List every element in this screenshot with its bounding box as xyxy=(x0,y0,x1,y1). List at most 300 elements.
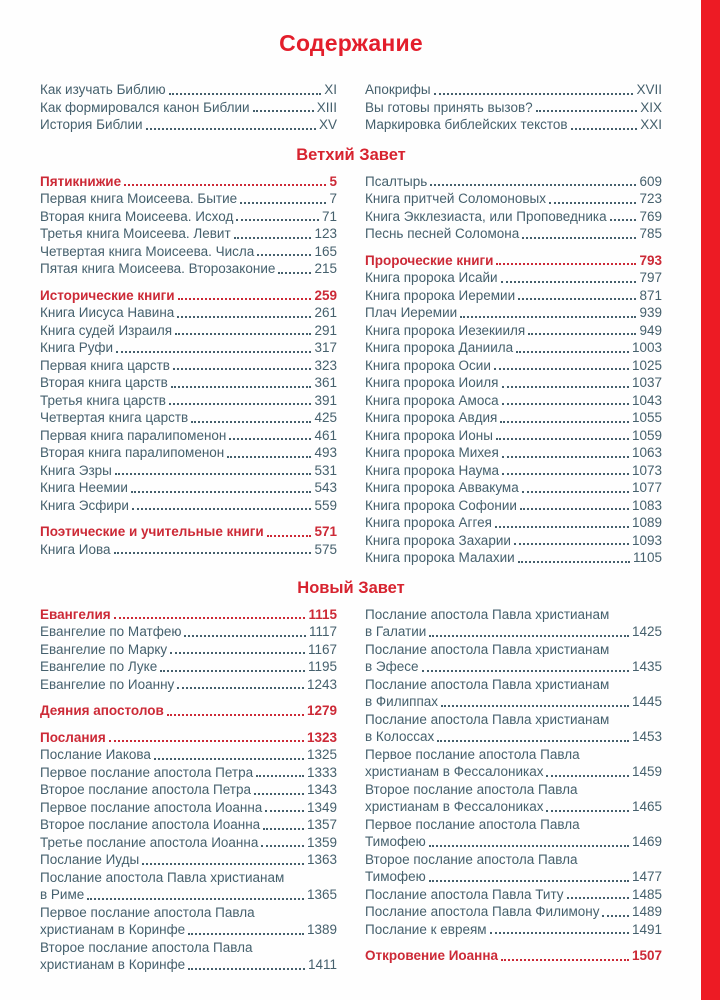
dot-leader xyxy=(146,128,316,130)
toc-entry xyxy=(365,427,662,445)
toc-entry xyxy=(365,357,662,375)
entry-page-number: 1083 xyxy=(631,497,662,513)
entry-label: Послание апостола Павла Филимону xyxy=(365,904,600,919)
toc-entry xyxy=(40,851,337,869)
toc-group xyxy=(40,729,337,974)
entry-label: христианам в Фессалониках xyxy=(365,799,544,814)
entry-label: Послание Иакова xyxy=(40,747,151,762)
dot-leader xyxy=(437,740,629,742)
entry-page-number: 1167 xyxy=(307,641,337,657)
entry-label: Поэтические и учительные книги xyxy=(40,524,264,539)
entry-label: Четвертая книга Моисеева. Числа xyxy=(40,243,255,259)
entry-page-number: 1279 xyxy=(306,703,337,718)
dot-leader xyxy=(115,473,312,475)
entry-page-number: 1195 xyxy=(307,659,337,674)
entry-page-number: 575 xyxy=(314,541,337,557)
toc-entry xyxy=(40,260,337,278)
entry-page-number: 493 xyxy=(314,445,337,460)
toc-entry xyxy=(40,939,337,974)
toc-group xyxy=(365,173,662,243)
entry-page-number: 123 xyxy=(314,226,337,241)
intro-right-column xyxy=(365,81,662,134)
toc-entry xyxy=(40,523,337,541)
dot-leader xyxy=(500,421,629,423)
entry-page-number: 1485 xyxy=(631,886,662,902)
entry-label: Послание апостола Павла христианам xyxy=(365,711,610,727)
toc-entry xyxy=(40,658,337,676)
toc-entry xyxy=(40,676,337,694)
entry-label: Как изучать Библию xyxy=(40,82,166,97)
entry-page-number: 609 xyxy=(639,173,662,189)
dot-leader xyxy=(502,456,629,458)
toc-entry xyxy=(365,886,662,904)
dot-leader xyxy=(501,959,629,961)
entry-page-number: 391 xyxy=(314,392,337,408)
toc-entry xyxy=(40,427,337,445)
entry-label: Вы готовы принять вызов? xyxy=(365,99,533,115)
old-testament-right-column xyxy=(365,173,662,567)
toc-entry xyxy=(40,816,337,834)
dot-leader xyxy=(502,386,629,388)
toc-entry xyxy=(365,99,662,117)
toc-entry xyxy=(40,287,337,305)
dot-leader xyxy=(522,491,629,493)
toc-group xyxy=(40,606,337,694)
dot-leader xyxy=(154,758,304,760)
toc-entry xyxy=(365,903,662,921)
toc-entry xyxy=(40,606,337,624)
entry-page-number: 317 xyxy=(314,340,337,355)
dot-leader xyxy=(253,110,314,112)
dot-leader xyxy=(236,219,319,221)
dot-leader xyxy=(518,298,636,300)
entry-page-number: 1363 xyxy=(306,852,337,867)
dot-leader xyxy=(429,635,629,637)
entry-label: Книга Иова xyxy=(40,541,111,557)
toc-entry xyxy=(365,190,662,208)
entry-label: Первое послание апостола Павла xyxy=(365,746,580,762)
toc-entry xyxy=(40,190,337,208)
toc-entry xyxy=(40,374,337,392)
dot-leader xyxy=(501,281,637,283)
entry-label: Книга пророка Исайи xyxy=(365,270,498,285)
entry-page-number: 1435 xyxy=(631,659,662,674)
toc-entry xyxy=(40,116,337,134)
entry-label: в Галатии xyxy=(365,624,427,639)
entry-page-number: 1453 xyxy=(631,729,662,744)
entry-label: Плач Иеремии xyxy=(365,305,458,320)
toc-entry xyxy=(365,252,662,270)
entry-page-number: 1003 xyxy=(631,340,662,355)
entry-label: Третья книга Моисеева. Левит xyxy=(40,226,231,241)
toc-entry xyxy=(40,623,337,641)
dot-leader xyxy=(227,456,311,458)
toc-entry xyxy=(365,746,662,781)
entry-label: Книга судей Израиля xyxy=(40,322,173,338)
entry-page-number: 7 xyxy=(329,191,337,206)
toc-group xyxy=(40,702,337,720)
entry-label: Маркировка библейских текстов xyxy=(365,117,568,132)
entry-page-number: 165 xyxy=(314,243,337,259)
dot-leader xyxy=(490,932,629,934)
entry-page-number: 785 xyxy=(639,226,662,241)
toc-entry xyxy=(365,549,662,567)
toc-entry xyxy=(365,781,662,816)
toc-entry xyxy=(365,676,662,711)
dot-leader xyxy=(175,333,311,335)
entry-label: Книга пророка Захарии xyxy=(365,532,511,548)
entry-page-number: XXI xyxy=(640,117,662,132)
dot-leader xyxy=(610,219,637,221)
entry-label: Книга пророка Наума xyxy=(365,462,500,478)
toc-entry xyxy=(40,173,337,191)
entry-page-number: 949 xyxy=(639,322,662,338)
toc-entry xyxy=(40,208,337,226)
dot-leader xyxy=(549,202,636,204)
entry-page-number: 1365 xyxy=(306,887,337,902)
entry-page-number: 723 xyxy=(639,191,662,206)
dot-leader xyxy=(514,543,629,545)
dot-leader xyxy=(261,845,304,847)
dot-leader xyxy=(178,298,312,300)
toc-entry xyxy=(40,322,337,340)
old-testament-left-column xyxy=(40,173,337,567)
entry-label: Послание Иуды xyxy=(40,852,140,867)
entry-label: Второе послание апостола Иоанна xyxy=(40,817,261,832)
toc-entry xyxy=(40,444,337,462)
entry-label: Пророческие книги xyxy=(365,252,494,268)
entry-page-number: 425 xyxy=(314,410,337,425)
entry-label: Послание апостола Павла христианам xyxy=(40,869,285,885)
entry-page-number: 1077 xyxy=(631,480,662,495)
dot-leader xyxy=(546,810,628,812)
entry-label: Третье послание апостола Иоанна xyxy=(40,834,259,850)
entry-label: Евангелие по Луке xyxy=(40,659,158,674)
entry-label: христианам в Коринфе xyxy=(40,957,186,972)
entry-label: Апокрифы xyxy=(365,82,431,97)
entry-label: Книга Руфи xyxy=(40,340,113,355)
entry-label: Книга пророка Даниила xyxy=(365,340,514,355)
entry-page-number: 1115 xyxy=(308,606,337,622)
dot-leader xyxy=(132,508,312,510)
toc-entry xyxy=(365,479,662,497)
entry-label: Послание апостола Павла христианам xyxy=(365,676,610,692)
dot-leader xyxy=(254,793,304,795)
toc-entry xyxy=(40,764,337,782)
toc-entry xyxy=(365,497,662,515)
dot-leader xyxy=(460,316,636,318)
dot-leader xyxy=(441,705,629,707)
dot-leader xyxy=(263,828,304,830)
entry-label: Книга Эсфири xyxy=(40,497,129,513)
entry-page-number: 1105 xyxy=(632,550,662,565)
toc-group xyxy=(365,947,662,965)
entry-page-number: XV xyxy=(318,117,337,132)
section-old-testament xyxy=(40,146,662,567)
entry-label: Книга пророка Ионы xyxy=(365,427,493,443)
entry-page-number: 1093 xyxy=(631,532,662,548)
dot-leader xyxy=(567,897,629,899)
entry-label: Книга Неемии xyxy=(40,480,128,495)
old-testament-heading: Ветхий Завет xyxy=(296,145,406,164)
entry-page-number: 769 xyxy=(639,208,662,224)
entry-label: Книга пророка Аввакума xyxy=(365,480,519,495)
entry-page-number: 323 xyxy=(314,357,337,373)
entry-page-number: 1063 xyxy=(631,445,662,460)
entry-label: Второе послание апостола Павла xyxy=(365,851,578,867)
entry-label: Евангелие по Иоанну xyxy=(40,676,175,692)
toc-entry xyxy=(40,729,337,747)
toc-entry xyxy=(40,81,337,99)
dot-leader xyxy=(131,491,312,493)
dot-leader xyxy=(188,968,305,970)
toc-entry xyxy=(365,81,662,99)
dot-leader xyxy=(278,272,311,274)
entry-label: Книга пророка Аггея xyxy=(365,515,492,530)
toc-entry xyxy=(40,243,337,261)
entry-page-number: 1425 xyxy=(631,624,662,639)
entry-page-number: 1459 xyxy=(631,764,662,779)
entry-page-number: 871 xyxy=(639,287,662,303)
entry-label: Первая книга царств xyxy=(40,357,170,373)
toc-group xyxy=(40,523,337,558)
dot-leader xyxy=(496,438,629,440)
dot-leader xyxy=(177,687,304,689)
entry-label: Деяния апостолов xyxy=(40,703,164,718)
entry-page-number: 1349 xyxy=(306,799,337,815)
entry-page-number: 1477 xyxy=(631,869,662,884)
toc-entry xyxy=(365,606,662,641)
entry-label: Вторая книга царств xyxy=(40,375,168,390)
entry-page-number: 5 xyxy=(329,173,337,189)
entry-page-number: 1507 xyxy=(631,948,662,963)
page-title: Содержание xyxy=(279,30,423,56)
toc-entry xyxy=(365,851,662,886)
entry-label: Книга притчей Соломоновых xyxy=(365,191,546,206)
entry-label: Вторая книга паралипоменон xyxy=(40,445,225,460)
entry-label: христианам в Коринфе xyxy=(40,922,186,937)
dot-leader xyxy=(109,740,304,742)
entry-label: Евангелие по Марку xyxy=(40,641,168,657)
entry-label: Первое послание апостола Иоанна xyxy=(40,799,263,815)
dot-leader xyxy=(167,714,304,716)
toc-group xyxy=(365,81,662,134)
dot-leader xyxy=(177,316,311,318)
entry-page-number: 1089 xyxy=(631,515,662,530)
dot-leader xyxy=(571,128,638,130)
entry-label: Песнь песней Соломона xyxy=(365,226,520,241)
entry-label: Книга пророка Софонии xyxy=(365,497,517,513)
toc-entry xyxy=(40,409,337,427)
dot-leader xyxy=(496,263,636,265)
dot-leader xyxy=(169,403,311,405)
dot-leader xyxy=(257,254,311,256)
entry-label: Первое послание апостола Петра xyxy=(40,764,254,780)
toc-entry xyxy=(40,392,337,410)
entry-page-number: 1073 xyxy=(631,462,662,478)
entry-page-number: 1357 xyxy=(306,817,337,832)
toc-entry xyxy=(365,116,662,134)
entry-page-number: 1411 xyxy=(307,957,337,972)
toc-entry xyxy=(40,869,337,904)
toc-entry xyxy=(40,781,337,799)
entry-page-number: 793 xyxy=(639,252,662,268)
entry-page-number: 1359 xyxy=(306,834,337,850)
entry-page-number: 1445 xyxy=(631,694,662,709)
entry-label: Книга пророка Иеремии xyxy=(365,287,516,303)
intro-left-column xyxy=(40,81,337,134)
entry-label: Книга пророка Малахии xyxy=(365,550,515,565)
entry-label: Откровение Иоанна xyxy=(365,948,498,963)
toc-entry xyxy=(40,799,337,817)
entry-label: Послания xyxy=(40,729,106,745)
entry-label: Евангелие по Матфею xyxy=(40,624,182,639)
entry-page-number: 1117 xyxy=(308,624,337,639)
entry-label: христианам в Фессалониках xyxy=(365,764,544,779)
entry-label: Пятикнижие xyxy=(40,173,122,189)
dot-leader xyxy=(160,670,305,672)
entry-page-number: 361 xyxy=(314,375,337,390)
entry-page-number: 939 xyxy=(639,305,662,320)
dot-leader xyxy=(116,351,311,353)
entry-label: Послание апостола Павла христианам xyxy=(365,641,610,657)
toc-group xyxy=(365,252,662,567)
entry-page-number: 1055 xyxy=(631,410,662,425)
entry-label: Первая книга паралипоменон xyxy=(40,427,227,443)
entry-page-number: 1491 xyxy=(631,921,662,937)
dot-leader xyxy=(184,635,306,637)
toc-entry xyxy=(40,746,337,764)
toc-group xyxy=(40,287,337,515)
entry-label: Послание к евреям xyxy=(365,921,487,937)
toc-group xyxy=(40,81,337,134)
toc-entry xyxy=(365,374,662,392)
dot-leader xyxy=(520,508,629,510)
entry-label: Третья книга царств xyxy=(40,392,166,408)
entry-page-number: 1025 xyxy=(631,357,662,373)
entry-label: Послание апостола Павла христианам xyxy=(365,606,610,622)
dot-leader xyxy=(169,93,322,95)
entry-label: Послание апостола Павла Титу xyxy=(365,886,564,902)
entry-label: в Филиппах xyxy=(365,694,439,709)
entry-label: Как формировался канон Библии xyxy=(40,99,250,115)
dot-leader xyxy=(191,421,311,423)
dot-leader xyxy=(114,552,312,554)
entry-page-number: 1489 xyxy=(631,904,662,919)
dot-leader xyxy=(173,368,312,370)
entry-label: в Колоссах xyxy=(365,729,435,744)
entry-label: Вторая книга Моисеева. Исход xyxy=(40,208,234,224)
dot-leader xyxy=(87,898,304,900)
entry-label: Книга пророка Иоиля xyxy=(365,375,499,390)
toc-entry xyxy=(365,287,662,305)
toc-entry xyxy=(40,641,337,659)
entry-page-number: 531 xyxy=(314,462,337,478)
toc-entry xyxy=(40,541,337,559)
entry-label: Псалтырь xyxy=(365,173,428,189)
entry-label: Второе послание апостола Петра xyxy=(40,782,251,797)
entry-page-number: 571 xyxy=(314,524,337,539)
entry-page-number: 461 xyxy=(314,427,337,443)
toc-entry xyxy=(365,409,662,427)
dot-leader xyxy=(518,561,630,563)
toc-entry xyxy=(365,173,662,191)
dot-leader xyxy=(502,403,629,405)
toc-entry xyxy=(365,225,662,243)
toc-entry xyxy=(40,304,337,322)
dot-leader xyxy=(502,473,629,475)
dot-leader xyxy=(546,775,628,777)
dot-leader xyxy=(494,368,629,370)
entry-label: Книга Экклезиаста, или Проповедника xyxy=(365,208,607,224)
dot-leader xyxy=(434,93,634,95)
entry-label: Пятая книга Моисеева. Второзаконие xyxy=(40,261,276,276)
entry-label: Второе послание апостола Павла xyxy=(365,781,578,797)
dot-leader xyxy=(602,915,628,917)
toc-entry xyxy=(365,947,662,965)
entry-label: Книга пророка Михея xyxy=(365,445,499,460)
toc-entry xyxy=(40,339,337,357)
dot-leader xyxy=(429,880,629,882)
toc-entry xyxy=(40,357,337,375)
dot-leader xyxy=(430,184,636,186)
dot-leader xyxy=(114,617,306,619)
toc-entry xyxy=(365,532,662,550)
dot-leader xyxy=(422,670,629,672)
entry-label: Книга пророка Иезекииля xyxy=(365,322,526,338)
toc-entry xyxy=(40,834,337,852)
dot-leader xyxy=(528,333,636,335)
toc-entry xyxy=(365,208,662,226)
entry-page-number: 1243 xyxy=(306,676,337,692)
entry-label: Книга пророка Авдия xyxy=(365,410,498,425)
dot-leader xyxy=(171,386,312,388)
toc-entry xyxy=(365,322,662,340)
entry-label: в Эфесе xyxy=(365,659,419,674)
toc-entry xyxy=(40,479,337,497)
dot-leader xyxy=(267,535,312,537)
entry-label: Книга пророка Амоса xyxy=(365,392,499,408)
dot-leader xyxy=(522,237,636,239)
toc-entry xyxy=(40,497,337,515)
entry-page-number: 71 xyxy=(321,208,337,224)
entry-page-number: 1343 xyxy=(306,782,337,797)
dot-leader xyxy=(170,652,305,654)
entry-page-number: 1043 xyxy=(631,392,662,408)
entry-label: Первое послание апостола Павла xyxy=(365,816,580,832)
entry-label: Первая книга Моисеева. Бытие xyxy=(40,191,238,206)
entry-page-number: XIX xyxy=(640,99,662,115)
entry-page-number: 1469 xyxy=(631,834,662,849)
intro-block xyxy=(40,81,662,134)
toc-entry xyxy=(365,392,662,410)
dot-leader xyxy=(240,202,326,204)
toc-entry xyxy=(40,462,337,480)
toc-entry xyxy=(40,225,337,243)
entry-page-number: XVII xyxy=(636,82,662,97)
entry-label: Тимофею xyxy=(365,869,426,884)
new-testament-left-column xyxy=(40,606,337,974)
dot-leader xyxy=(495,526,629,528)
entry-page-number: 1325 xyxy=(306,747,337,762)
toc-entry xyxy=(365,641,662,676)
dot-leader xyxy=(142,863,304,865)
entry-label: Четвертая книга царств xyxy=(40,410,189,425)
toc-entry xyxy=(40,904,337,939)
entry-page-number: XIII xyxy=(316,99,337,115)
entry-label: Евангелия xyxy=(40,606,111,622)
entry-label: в Риме xyxy=(40,887,85,902)
